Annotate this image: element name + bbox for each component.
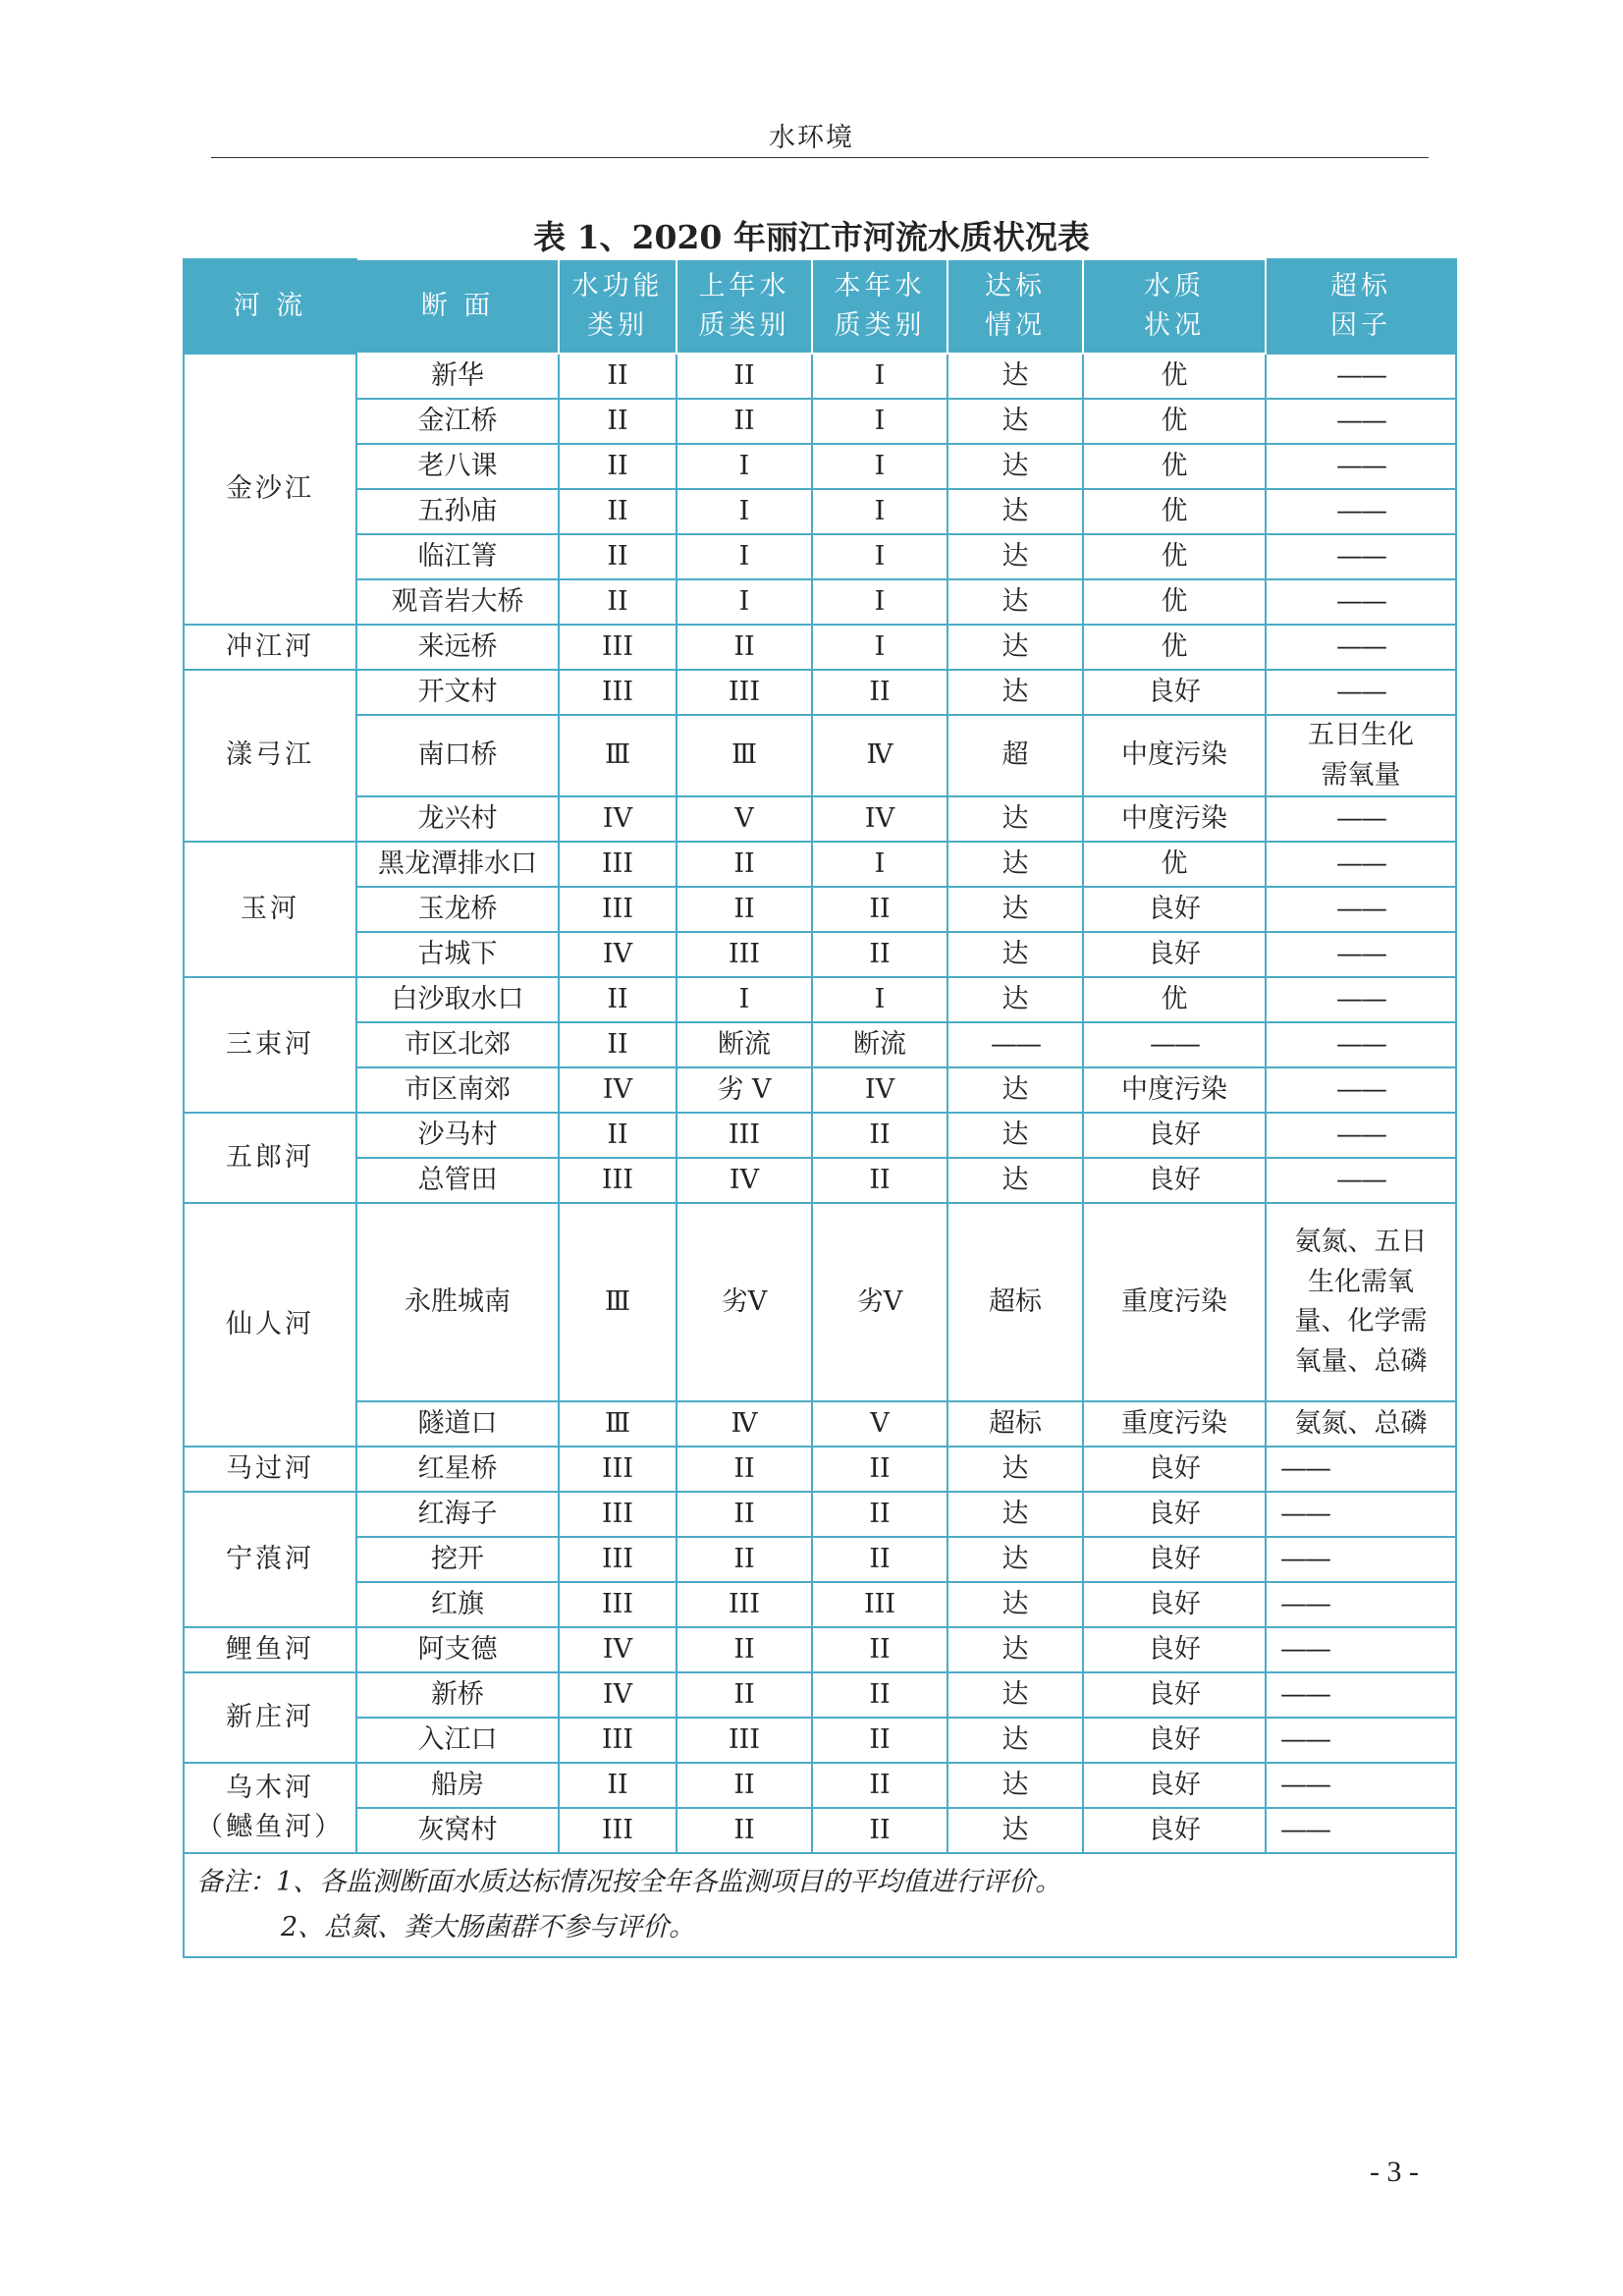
prev-cell: III: [676, 1718, 812, 1763]
table-row: [184, 1763, 1456, 1808]
prev-cell: I: [676, 489, 812, 534]
cur-cell: Ⅴ: [812, 1401, 947, 1447]
factor-cell: ——: [1266, 625, 1456, 670]
section-cell: 白沙取水口: [356, 977, 559, 1022]
table-row: [184, 1022, 1456, 1067]
table-row: [184, 1537, 1456, 1582]
section-cell: 黑龙潭排水口: [356, 842, 559, 887]
section-cell: 红海子: [356, 1492, 559, 1537]
col-header-function-class: 水功能 类别: [559, 259, 676, 354]
col-header-previous-class: 上年水 质类别: [676, 259, 812, 354]
section-cell: 金江桥: [356, 399, 559, 444]
table-row: [184, 534, 1456, 579]
cur-cell: II: [812, 1627, 947, 1672]
section-cell: 来远桥: [356, 625, 559, 670]
table-row: [184, 1582, 1456, 1627]
prev-cell: III: [676, 932, 812, 977]
section-cell: 红星桥: [356, 1447, 559, 1492]
table-row: [184, 1627, 1456, 1672]
comp-cell: 达: [947, 399, 1083, 444]
river-cell: 仙人河: [184, 1203, 356, 1447]
comp-cell: 达: [947, 1158, 1083, 1203]
prev-cell: IV: [676, 1158, 812, 1203]
table-header-row: [184, 259, 1456, 354]
func-cell: II: [559, 1763, 676, 1808]
river-cell: 宁蒗河: [184, 1492, 356, 1627]
river-cell: 马过河: [184, 1447, 356, 1492]
river-cell: 冲江河: [184, 625, 356, 670]
func-cell: III: [559, 1158, 676, 1203]
prev-cell: V: [676, 796, 812, 842]
cur-cell: II: [812, 670, 947, 715]
func-cell: IV: [559, 932, 676, 977]
status-cell: 优: [1083, 489, 1266, 534]
func-cell: III: [559, 1537, 676, 1582]
table-row: [184, 842, 1456, 887]
river-cell: 新庄河: [184, 1672, 356, 1763]
table-row: [184, 1158, 1456, 1203]
cur-cell: I: [812, 579, 947, 625]
factor-cell: ——: [1266, 444, 1456, 489]
comp-cell: 达: [947, 1672, 1083, 1718]
prev-cell: 劣 V: [676, 1067, 812, 1113]
section-cell: 玉龙桥: [356, 887, 559, 932]
section-cell: 入江口: [356, 1718, 559, 1763]
col-header-compliance: 达标 情况: [947, 259, 1083, 354]
factor-cell: ——: [1266, 489, 1456, 534]
prev-cell: III: [676, 1582, 812, 1627]
func-cell: III: [559, 1492, 676, 1537]
status-cell: 良好: [1083, 1672, 1266, 1718]
table-row-exceeding: [184, 715, 1456, 796]
section-cell: 老八课: [356, 444, 559, 489]
factor-cell: 氨氮、五日 生化需氧 量、化学需 氧量、总磷: [1266, 1203, 1456, 1401]
table-row: [184, 399, 1456, 444]
func-cell: III: [559, 625, 676, 670]
table-row: [184, 932, 1456, 977]
page-number: - 3 -: [1370, 2156, 1419, 2188]
prev-cell: II: [676, 625, 812, 670]
func-cell: III: [559, 1582, 676, 1627]
factor-cell: ——: [1266, 932, 1456, 977]
cur-cell: II: [812, 1808, 947, 1853]
func-cell: II: [559, 399, 676, 444]
status-cell: 重度污染: [1083, 1401, 1266, 1447]
prev-cell: II: [676, 1537, 812, 1582]
cur-cell: I: [812, 354, 947, 399]
section-cell: 沙马村: [356, 1113, 559, 1158]
func-cell: II: [559, 444, 676, 489]
comp-cell: 达: [947, 887, 1083, 932]
table-row: [184, 1808, 1456, 1853]
status-cell: 良好: [1083, 1113, 1266, 1158]
status-cell: 中度污染: [1083, 1067, 1266, 1113]
status-cell: 良好: [1083, 1627, 1266, 1672]
cur-cell: II: [812, 932, 947, 977]
section-cell: 灰窝村: [356, 1808, 559, 1853]
factor-cell: 五日生化 需氧量: [1266, 715, 1456, 796]
comp-cell: 达: [947, 1718, 1083, 1763]
table-row: [184, 1492, 1456, 1537]
table-row: [184, 354, 1456, 399]
factor-cell: ——: [1266, 1537, 1456, 1582]
table-row: [184, 1672, 1456, 1718]
river-cell: 金沙江: [184, 354, 356, 625]
cur-cell: I: [812, 842, 947, 887]
section-cell: 五孙庙: [356, 489, 559, 534]
section-cell: 总管田: [356, 1158, 559, 1203]
comp-cell: 达: [947, 1582, 1083, 1627]
comp-cell: 达: [947, 1627, 1083, 1672]
status-cell: 重度污染: [1083, 1203, 1266, 1401]
cur-cell: 断流: [812, 1022, 947, 1067]
cur-cell: IV: [812, 796, 947, 842]
factor-cell: ——: [1266, 1492, 1456, 1537]
cur-cell: I: [812, 489, 947, 534]
river-cell: 乌木河 （鳡鱼河）: [184, 1763, 356, 1853]
status-cell: 良好: [1083, 1492, 1266, 1537]
status-cell: 优: [1083, 977, 1266, 1022]
status-cell: 优: [1083, 625, 1266, 670]
table-row: [184, 625, 1456, 670]
col-header-status: 水质 状况: [1083, 259, 1266, 354]
section-cell: 古城下: [356, 932, 559, 977]
func-cell: III: [559, 887, 676, 932]
func-cell: Ⅲ: [559, 1203, 676, 1401]
cur-cell: Ⅳ: [812, 715, 947, 796]
col-header-river: 河 流: [184, 259, 356, 354]
cur-cell: I: [812, 977, 947, 1022]
river-cell: 漾弓江: [184, 670, 356, 842]
prev-cell: II: [676, 1808, 812, 1853]
factor-cell: ——: [1266, 1808, 1456, 1853]
river-cell: 玉河: [184, 842, 356, 977]
func-cell: Ⅲ: [559, 715, 676, 796]
factor-cell: ——: [1266, 842, 1456, 887]
section-cell: 新华: [356, 354, 559, 399]
table-row: [184, 887, 1456, 932]
section-cell: 阿支德: [356, 1627, 559, 1672]
cur-cell: II: [812, 1718, 947, 1763]
comp-cell: 达: [947, 1067, 1083, 1113]
note-line-1: 备注：1、各监测断面水质达标情况按全年各监测项目的平均值进行评价。: [196, 1867, 1062, 1897]
status-cell: 良好: [1083, 887, 1266, 932]
section-cell: 南口桥: [356, 715, 559, 796]
factor-cell: ——: [1266, 887, 1456, 932]
cur-cell: I: [812, 444, 947, 489]
table-notes: [184, 1853, 1456, 1957]
comp-cell: ——: [947, 1022, 1083, 1067]
func-cell: II: [559, 534, 676, 579]
factor-cell: ——: [1266, 1627, 1456, 1672]
section-cell: 市区南郊: [356, 1067, 559, 1113]
header-divider: [211, 157, 1429, 158]
func-cell: III: [559, 670, 676, 715]
cur-cell: 劣Ⅴ: [812, 1203, 947, 1401]
factor-cell: ——: [1266, 1447, 1456, 1492]
prev-cell: II: [676, 842, 812, 887]
prev-cell: 断流: [676, 1022, 812, 1067]
section-cell: 新桥: [356, 1672, 559, 1718]
factor-cell: ——: [1266, 796, 1456, 842]
status-cell: 中度污染: [1083, 796, 1266, 842]
table-row: [184, 444, 1456, 489]
col-header-current-class: 本年水 质类别: [812, 259, 947, 354]
section-cell: 临江箐: [356, 534, 559, 579]
cur-cell: III: [812, 1582, 947, 1627]
table-row: [184, 670, 1456, 715]
func-cell: II: [559, 1022, 676, 1067]
func-cell: III: [559, 842, 676, 887]
comp-cell: 达: [947, 1537, 1083, 1582]
prev-cell: II: [676, 1627, 812, 1672]
cur-cell: II: [812, 1158, 947, 1203]
comp-cell: 达: [947, 444, 1083, 489]
table-row: [184, 1067, 1456, 1113]
table-notes-row: [184, 1853, 1456, 1957]
comp-cell: 达: [947, 354, 1083, 399]
section-cell: 市区北郊: [356, 1022, 559, 1067]
prev-cell: 劣Ⅴ: [676, 1203, 812, 1401]
river-cell: 五郎河: [184, 1113, 356, 1203]
comp-cell: 达: [947, 670, 1083, 715]
prev-cell: II: [676, 1447, 812, 1492]
comp-cell: 达: [947, 534, 1083, 579]
comp-cell: 达: [947, 796, 1083, 842]
factor-cell: ——: [1266, 399, 1456, 444]
cur-cell: II: [812, 1672, 947, 1718]
table-row: [184, 579, 1456, 625]
status-cell: 中度污染: [1083, 715, 1266, 796]
table-row-exceeding: [184, 1401, 1456, 1447]
comp-cell: 达: [947, 977, 1083, 1022]
comp-cell: 达: [947, 1447, 1083, 1492]
factor-cell: 氨氮、总磷: [1266, 1401, 1456, 1447]
table-row: [184, 1447, 1456, 1492]
func-cell: II: [559, 354, 676, 399]
section-cell: 红旗: [356, 1582, 559, 1627]
factor-cell: ——: [1266, 1718, 1456, 1763]
status-cell: ——: [1083, 1022, 1266, 1067]
func-cell: II: [559, 579, 676, 625]
prev-cell: II: [676, 399, 812, 444]
status-cell: 优: [1083, 579, 1266, 625]
prev-cell: I: [676, 444, 812, 489]
factor-cell: ——: [1266, 977, 1456, 1022]
status-cell: 优: [1083, 842, 1266, 887]
status-cell: 良好: [1083, 1763, 1266, 1808]
cur-cell: II: [812, 1447, 947, 1492]
prev-cell: Ⅳ: [676, 1401, 812, 1447]
section-cell: 永胜城南: [356, 1203, 559, 1401]
comp-cell: 超标: [947, 1401, 1083, 1447]
section-cell: 隧道口: [356, 1401, 559, 1447]
running-header: 水环境: [769, 123, 854, 153]
factor-cell: ——: [1266, 534, 1456, 579]
section-cell: 船房: [356, 1763, 559, 1808]
comp-cell: 达: [947, 489, 1083, 534]
water-quality-table: [183, 258, 1457, 1958]
func-cell: II: [559, 489, 676, 534]
prev-cell: II: [676, 1492, 812, 1537]
col-header-exceed-factor: 超标 因子: [1266, 259, 1456, 354]
factor-cell: ——: [1266, 670, 1456, 715]
section-cell: 观音岩大桥: [356, 579, 559, 625]
table-row: [184, 977, 1456, 1022]
cur-cell: IV: [812, 1067, 947, 1113]
func-cell: IV: [559, 1627, 676, 1672]
factor-cell: ——: [1266, 1672, 1456, 1718]
factor-cell: ——: [1266, 1113, 1456, 1158]
section-cell: 挖开: [356, 1537, 559, 1582]
status-cell: 良好: [1083, 1537, 1266, 1582]
func-cell: III: [559, 1447, 676, 1492]
status-cell: 优: [1083, 534, 1266, 579]
table-row: [184, 489, 1456, 534]
col-header-section: 断 面: [356, 259, 559, 354]
section-cell: 龙兴村: [356, 796, 559, 842]
prev-cell: II: [676, 1672, 812, 1718]
comp-cell: 达: [947, 1763, 1083, 1808]
note-line-2: 2、总氮、粪大肠菌群不参与评价。: [281, 1911, 696, 1942]
table-row-exceeding: [184, 1203, 1456, 1401]
comp-cell: 达: [947, 932, 1083, 977]
cur-cell: II: [812, 1763, 947, 1808]
status-cell: 优: [1083, 354, 1266, 399]
river-cell: 鲤鱼河: [184, 1627, 356, 1672]
cur-cell: I: [812, 625, 947, 670]
factor-cell: ——: [1266, 354, 1456, 399]
status-cell: 良好: [1083, 1447, 1266, 1492]
prev-cell: I: [676, 977, 812, 1022]
table-caption: 表 1、2020 年丽江市河流水质状况表: [533, 218, 1090, 256]
prev-cell: I: [676, 534, 812, 579]
prev-cell: III: [676, 670, 812, 715]
status-cell: 良好: [1083, 670, 1266, 715]
status-cell: 良好: [1083, 1582, 1266, 1627]
comp-cell: 达: [947, 625, 1083, 670]
comp-cell: 达: [947, 579, 1083, 625]
prev-cell: II: [676, 354, 812, 399]
cur-cell: II: [812, 1492, 947, 1537]
func-cell: III: [559, 1808, 676, 1853]
prev-cell: Ⅲ: [676, 715, 812, 796]
factor-cell: ——: [1266, 1763, 1456, 1808]
comp-cell: 超标: [947, 1203, 1083, 1401]
table-row: [184, 1113, 1456, 1158]
func-cell: IV: [559, 1067, 676, 1113]
river-cell: 三束河: [184, 977, 356, 1113]
comp-cell: 达: [947, 842, 1083, 887]
cur-cell: II: [812, 1113, 947, 1158]
func-cell: III: [559, 1718, 676, 1763]
factor-cell: ——: [1266, 1067, 1456, 1113]
prev-cell: I: [676, 579, 812, 625]
table-row: [184, 796, 1456, 842]
cur-cell: I: [812, 534, 947, 579]
cur-cell: I: [812, 399, 947, 444]
status-cell: 良好: [1083, 932, 1266, 977]
factor-cell: ——: [1266, 1158, 1456, 1203]
comp-cell: 达: [947, 1492, 1083, 1537]
status-cell: 良好: [1083, 1808, 1266, 1853]
factor-cell: ——: [1266, 579, 1456, 625]
factor-cell: ——: [1266, 1582, 1456, 1627]
section-cell: 开文村: [356, 670, 559, 715]
func-cell: II: [559, 977, 676, 1022]
comp-cell: 达: [947, 1808, 1083, 1853]
comp-cell: 超: [947, 715, 1083, 796]
prev-cell: II: [676, 1763, 812, 1808]
func-cell: II: [559, 1113, 676, 1158]
status-cell: 良好: [1083, 1718, 1266, 1763]
func-cell: IV: [559, 796, 676, 842]
factor-cell: ——: [1266, 1022, 1456, 1067]
prev-cell: III: [676, 1113, 812, 1158]
table-row: [184, 1718, 1456, 1763]
func-cell: Ⅲ: [559, 1401, 676, 1447]
func-cell: IV: [559, 1672, 676, 1718]
prev-cell: II: [676, 887, 812, 932]
cur-cell: II: [812, 887, 947, 932]
status-cell: 良好: [1083, 1158, 1266, 1203]
status-cell: 优: [1083, 399, 1266, 444]
comp-cell: 达: [947, 1113, 1083, 1158]
status-cell: 优: [1083, 444, 1266, 489]
cur-cell: II: [812, 1537, 947, 1582]
